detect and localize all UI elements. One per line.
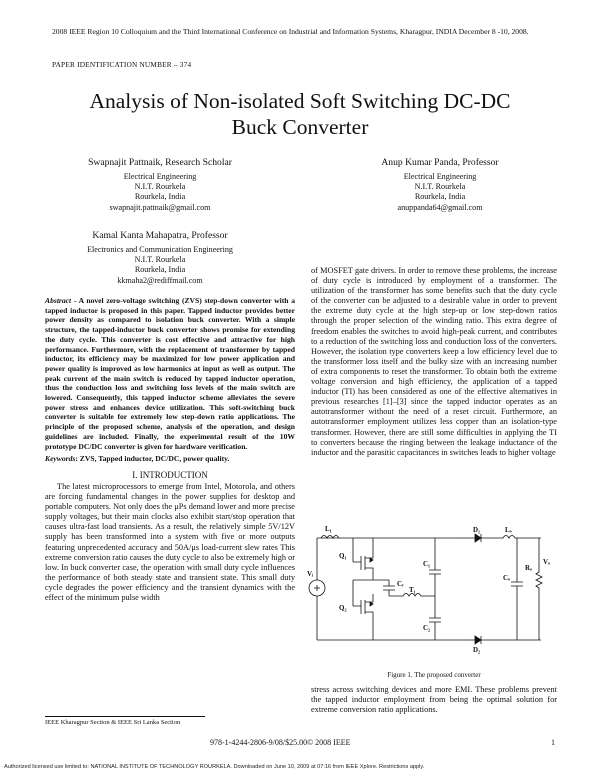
label-co: Cₒ: [503, 574, 511, 582]
right-column-paragraph: of MOSFET gate drivers. In order to remove these problems, the increase of duty cycle is introduced by employment of a transformer. The utilization of the transformer has some benefits such that the duty cycle of the converter can be adjusted to a desirable value in order to prevent the extreme duty cycle at the high step-up or low step-down ratios through the proper selection of the winding ratio. This extra degree of freedom enables the switches to avoid high-peak current, and contributes to a reduction of the switching loss and conduction loss of the converters. However, the isolation type converters keep a low efficiency level due to the transformer loss itself and the bulky size with an increasing number of extra components to reset the transformer. To obtain both the extreme voltage conversion and high efficiency, the application of a tapped inductor (TI) has been considered as one of the effective alternatives in previous researches [1]–[3] since the tapped inductor operates as an autotransformer without the need of a reset circuit. Furthermore, an autotransformer employment utilizes less copper than an isolation-type transformer. However, there are still some difficulties in applying the TI to converters because the ringing between the leakage inductance of the inductor and the parasitic capacitances in switches leads to higher voltage: [311, 266, 557, 457]
author-email: kkmaha2@rediffmail.com: [117, 275, 203, 285]
author-block-1: [60, 156, 260, 213]
author-institute: N.I.T. Rourkela: [134, 255, 186, 265]
author-dept: Electrical Engineering: [403, 172, 477, 181]
paper-title: [40, 88, 560, 140]
author-city: Rourkela, India: [134, 192, 186, 202]
author-city: Rourkela, India: [414, 192, 466, 202]
diode-d1-and-lo: [461, 536, 541, 539]
keywords-label: Keywords: [45, 454, 76, 464]
label-d2: D₂: [473, 646, 481, 654]
author-dept: Electrical Engineering: [123, 172, 197, 181]
isbn-footer: 978-1-4244-2806-9/08/$25.00© 2008 IEEE: [210, 738, 351, 747]
diode-d1: [475, 534, 481, 542]
label-q1: Q₁: [339, 552, 347, 560]
label-lo: Lₒ: [505, 526, 512, 534]
title-line-1: Analysis of Non-isolated Soft Switching DC-DC: [89, 89, 511, 113]
left-column: [45, 296, 295, 603]
switch-q2: [353, 580, 373, 640]
license-notice: Authorized licensed use limited to: NATIONAL INSTITUTE OF TECHNOLOGY ROURKELA. Downloaded on June 10, 2009 at 07:16 from IEEE Xplore. Restrictions apply.: [4, 764, 425, 770]
society-footnote: IEEE Kharagpur Section & IEEE Sri Lanka Section: [45, 719, 181, 726]
keywords: [45, 454, 295, 464]
resistor-ro: [536, 538, 542, 640]
right-column-paragraph-2: stress across switching devices and more EMI. These problems prevent the tapped inductor employment from being the optimal solution for extreme conversion ratio applications.: [311, 685, 557, 715]
title-line-2: Buck Converter: [231, 115, 369, 139]
introduction-paragraph: The latest microprocessors to emerge from Intel, Motorola, and others are forcing fundamental changes in the power supplies for desktop and portable computers. Not only does the μPs demand lower and more precise supply voltages, but their main clocks also exhibit start/stop operation that causes ultra-fast load transients. As a result, the relatively simple 5V/12V supply has been transformed into a system with five or more outputs featuring unprecedented accuracy and 50A/μs load-current slew rates This extreme conversion ratio causes the duty cycle to also be extremely high or low. In buck converter case, the operation with small duty cycle influences the performance of both steady state and transient state. This small duty cycle degrades the power efficiency and the transient dynamics with the effect of the minimum pulse width: [45, 481, 295, 602]
footnote-divider: [45, 716, 205, 717]
abstract-label: Abstract: [45, 296, 72, 305]
label-d1: D₁: [473, 526, 481, 534]
author-email: anuppanda64@gmail.com: [397, 202, 483, 212]
capacitor-c2: [429, 596, 441, 640]
capacitor-co: [511, 538, 523, 640]
label-cr: Cᵣ: [397, 580, 404, 588]
abstract-text: - A novel zero-voltage switching (ZVS) step-down converter with a tapped inductor is proposed in this paper. Tapped inductor provides better power density as compared to isolation buck converter. With a simple structure, the tapped-inductor buck converter shows promise for extending the duty cycle. This converter is cost effective and attractive for high performance. Furthermore, with the replacement of transformer by tapped inductor, its efficiency may be maximized for low power application and power quality is improved as low harmonics at input as well as output. The peak current of the main switch is reduced by tapped inductor operation, thus the conduction loss and switching loss levels of the main switch are lowered. Consequently, this tapped inductor scheme alleviates the severe power stress and enhances device utilization. This soft-switching buck converter is suitable for extremely low step-down ratio applications. The principle of the proposed scheme, analysis of the operation, and design guidelines are included. Finally, the experimental result of the 10W prototype DC/DC converter is given for hardware verification.: [45, 296, 295, 451]
label-c1: C₁: [423, 560, 431, 568]
author-dept: Electronics and Communication Engineering: [87, 245, 233, 254]
abstract: [45, 296, 295, 451]
label-q2: Q₂: [339, 604, 347, 612]
conference-header: 2008 IEEE Region 10 Colloquium and the Third International Conference on Industrial and Information Systems, Kharagpur, INDIA December 8 -10, 2008.: [52, 27, 529, 36]
label-c2: C₂: [423, 624, 431, 632]
label-vo: Vₒ: [543, 558, 551, 566]
author-institute: N.I.T. Rourkela: [414, 182, 466, 192]
author-city: Rourkela, India: [134, 265, 186, 275]
author-name: Anup Kumar Panda, Professor: [381, 157, 499, 168]
capacitor-c1: [429, 538, 441, 596]
author-block-3: [60, 229, 260, 286]
capacitor-cr: [373, 580, 395, 596]
converter-circuit-figure: [307, 524, 557, 666]
author-email: swapnajit.pattnaik@gmail.com: [109, 202, 211, 212]
label-vi: Vᵢ: [307, 570, 314, 578]
label-ro: Rₒ: [525, 564, 533, 572]
figure-caption: Figure 1. The proposed converter: [387, 671, 481, 679]
author-block-2: [340, 156, 540, 213]
keywords-text: : ZVS, Tapped inductor, DC/DC, power quality.: [75, 454, 230, 464]
label-t1: T₁: [409, 586, 416, 594]
author-institute: N.I.T. Rourkela: [134, 182, 186, 192]
diode-d2: [475, 636, 481, 644]
section-heading-introduction: I. INTRODUCTION: [132, 469, 208, 480]
page-number: 1: [551, 738, 555, 747]
author-name: Swapnajit Pattnaik, Research Scholar: [88, 157, 232, 168]
author-name: Kamal Kanta Mahapatra, Professor: [92, 230, 228, 241]
paper-id: PAPER IDENTIFICATION NUMBER – 374: [52, 60, 192, 69]
label-l1: L₁: [325, 525, 332, 533]
